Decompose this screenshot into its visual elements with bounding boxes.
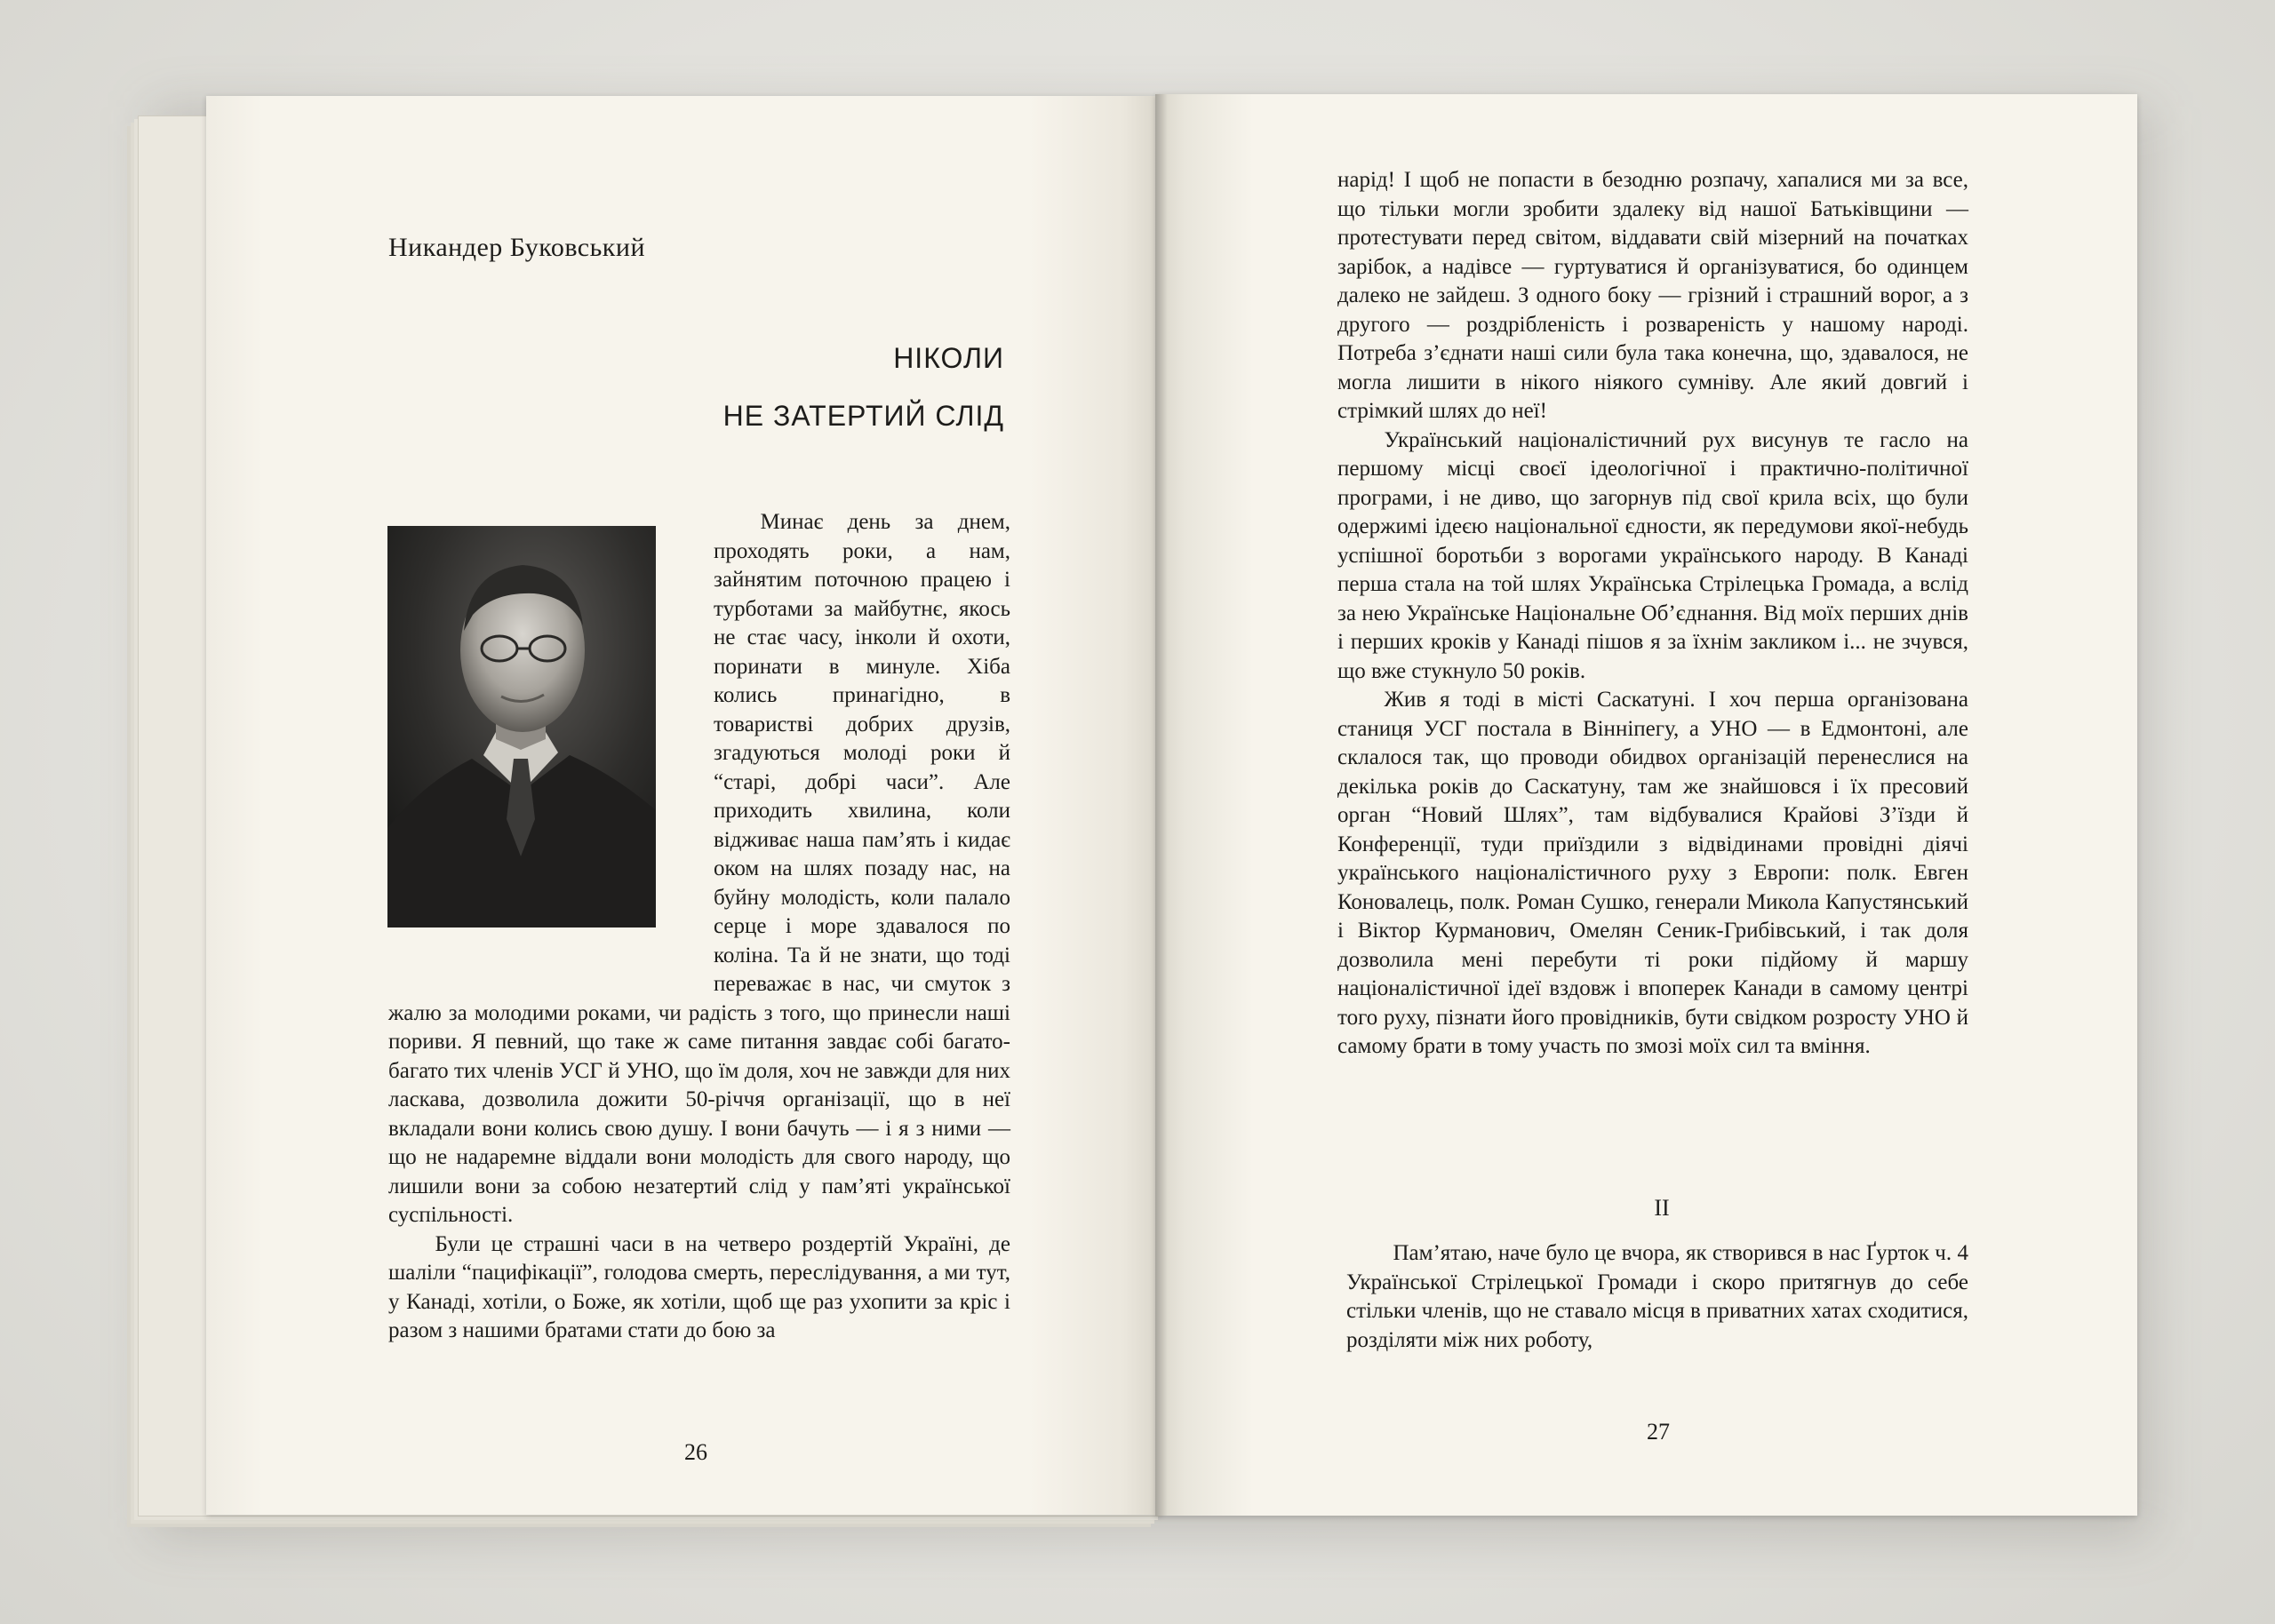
- article-title-line-1: НІКОЛИ: [893, 342, 1004, 374]
- photo-float-space: [388, 508, 714, 995]
- left-page-text: [388, 508, 1010, 1346]
- right-page-number: 27: [1647, 1419, 1670, 1445]
- left-page-number: 26: [684, 1439, 707, 1465]
- right-paragraph-2: Український націоналістичний рух висунув те гасло на першому місці своєї ідеологічної і практично-політичної програми, і не диво, що загорнув під свої крила всіх, що були одержимі ідеєю національної єдности, як передумови якої-небудь успішної боротьби з ворогами українського народу. В Канаді перша стала на той шлях Українська Стрілецька Громада, а вслід за нею Українське Національне Об’єднання. Від моїх перших днів і перших кроків у Канаді пішов я за їхнім закликом і... не зчувся, що вже стукнуло 50 років.: [1337, 427, 1968, 683]
- author-name: Никандер Буковський: [388, 233, 645, 262]
- right-page-text: [1337, 166, 1968, 1062]
- left-paragraph-1: Минає день за днем, проходять роки, а нам, зайнятим поточною працею і турботами за майбутнє, якось не стає часу, інколи й охоти, поринати в минуле. Хіба колись принагідно, в товаристві добрих друзів, згадуються молоді роки й “старі, добрі часи”. Але приходить хвилина, коли відживає наша пам’ять і кидає оком на шлях позаду нас, на буйну молодість, коли палало серце і море здавалося по коліна. Та й не знати, що тоді переважає в нас, чи смуток з жалю за молодими роками, чи радість з того, що принесли наші пориви. Я певний, що таке ж саме питання завдає собі багато-багато тих членів УСГ й УНО, що їм доля, хоч не завжди для них ласкава, дозволила дожити 50-річчя організації, що в неї вкладали вони колись свою душу. І вони бачуть — і я з ними — що не надаремне віддали вони молодість для свого народу, що лишили вони за собою незатертий слід у пам’яті української суспільності.: [388, 510, 1010, 1227]
- left-paragraph-2: Були це страшні часи в на четверо роздертій Україні, де шаліли “пацифікації”, голодова смерть, переслідування, а ми тут, у Канаді, хотіли, о Боже, як хотіли, щоб ще раз ухопити за кріс і разом з нашими братами стати до бою за: [388, 1231, 1010, 1342]
- article-title-line-2: НЕ ЗАТЕРТИЙ СЛІД: [722, 400, 1004, 432]
- right-paragraph-1: нарід! І щоб не попасти в безодню розпачу, хапалися ми за все, що тільки могли зробити здалеку від нашої Батьківщини — протестувати перед світом, віддавати свій мізерний на початках зарібок, а надівсе — гуртуватися й організуватися, бо одинцем далеко не зайдеш. З одного боку — грізний і страшний ворог, а з другого — роздрібленість і розвареність у нашому народі. Потреба з’єднати наші сили була така конечна, що, здавалося, не могла лишити в нікого ніякого сумніву. Але який довгий і стрімкий шлях до неї!: [1337, 168, 1968, 423]
- section-number: II: [1654, 1195, 1670, 1221]
- right-paragraph-3: Жив я тоді в місті Саскатуні. І хоч перша організована станиця УСГ постала в Вінніпегу, а УНО — в Едмонтоні, але склалося так, що проводи обидвох організацій перенеслися на декілька років до Саскатуну, там же знайшовся і їх пресовий орган “Новий Шлях”, там відбувалися Крайові З’їзди й Конференції, туди приїздили з відвідинами провідні діячі українського націоналістичного руху з Европи: полк. Евген Коновалець, полк. Роман Сушко, генерали Микола Капустянський і Віктор Курманович, Омелян Сеник-Грибівський, і так доля дозволила мені перебути ті роки підйому й маршу націоналістичної ідеї вздовж і впоперек Канади в самому центрі того руху, пізнати його провідників, бути свідком розросту УНО й самому брати в тому участь по змозі моїх сил та вміння.: [1337, 688, 1968, 1058]
- section-paragraph: Пам’ятаю, наче було це вчора, як створився в нас Ґурток ч. 4 Української Стрілецької Громади і скоро притягнув до себе стільки членів, що не ставало місця в приватних хатах сходитися, розділяти між них роботу,: [1346, 1241, 1968, 1352]
- book-gutter: [1155, 94, 1168, 1516]
- right-section-text: [1346, 1239, 1968, 1355]
